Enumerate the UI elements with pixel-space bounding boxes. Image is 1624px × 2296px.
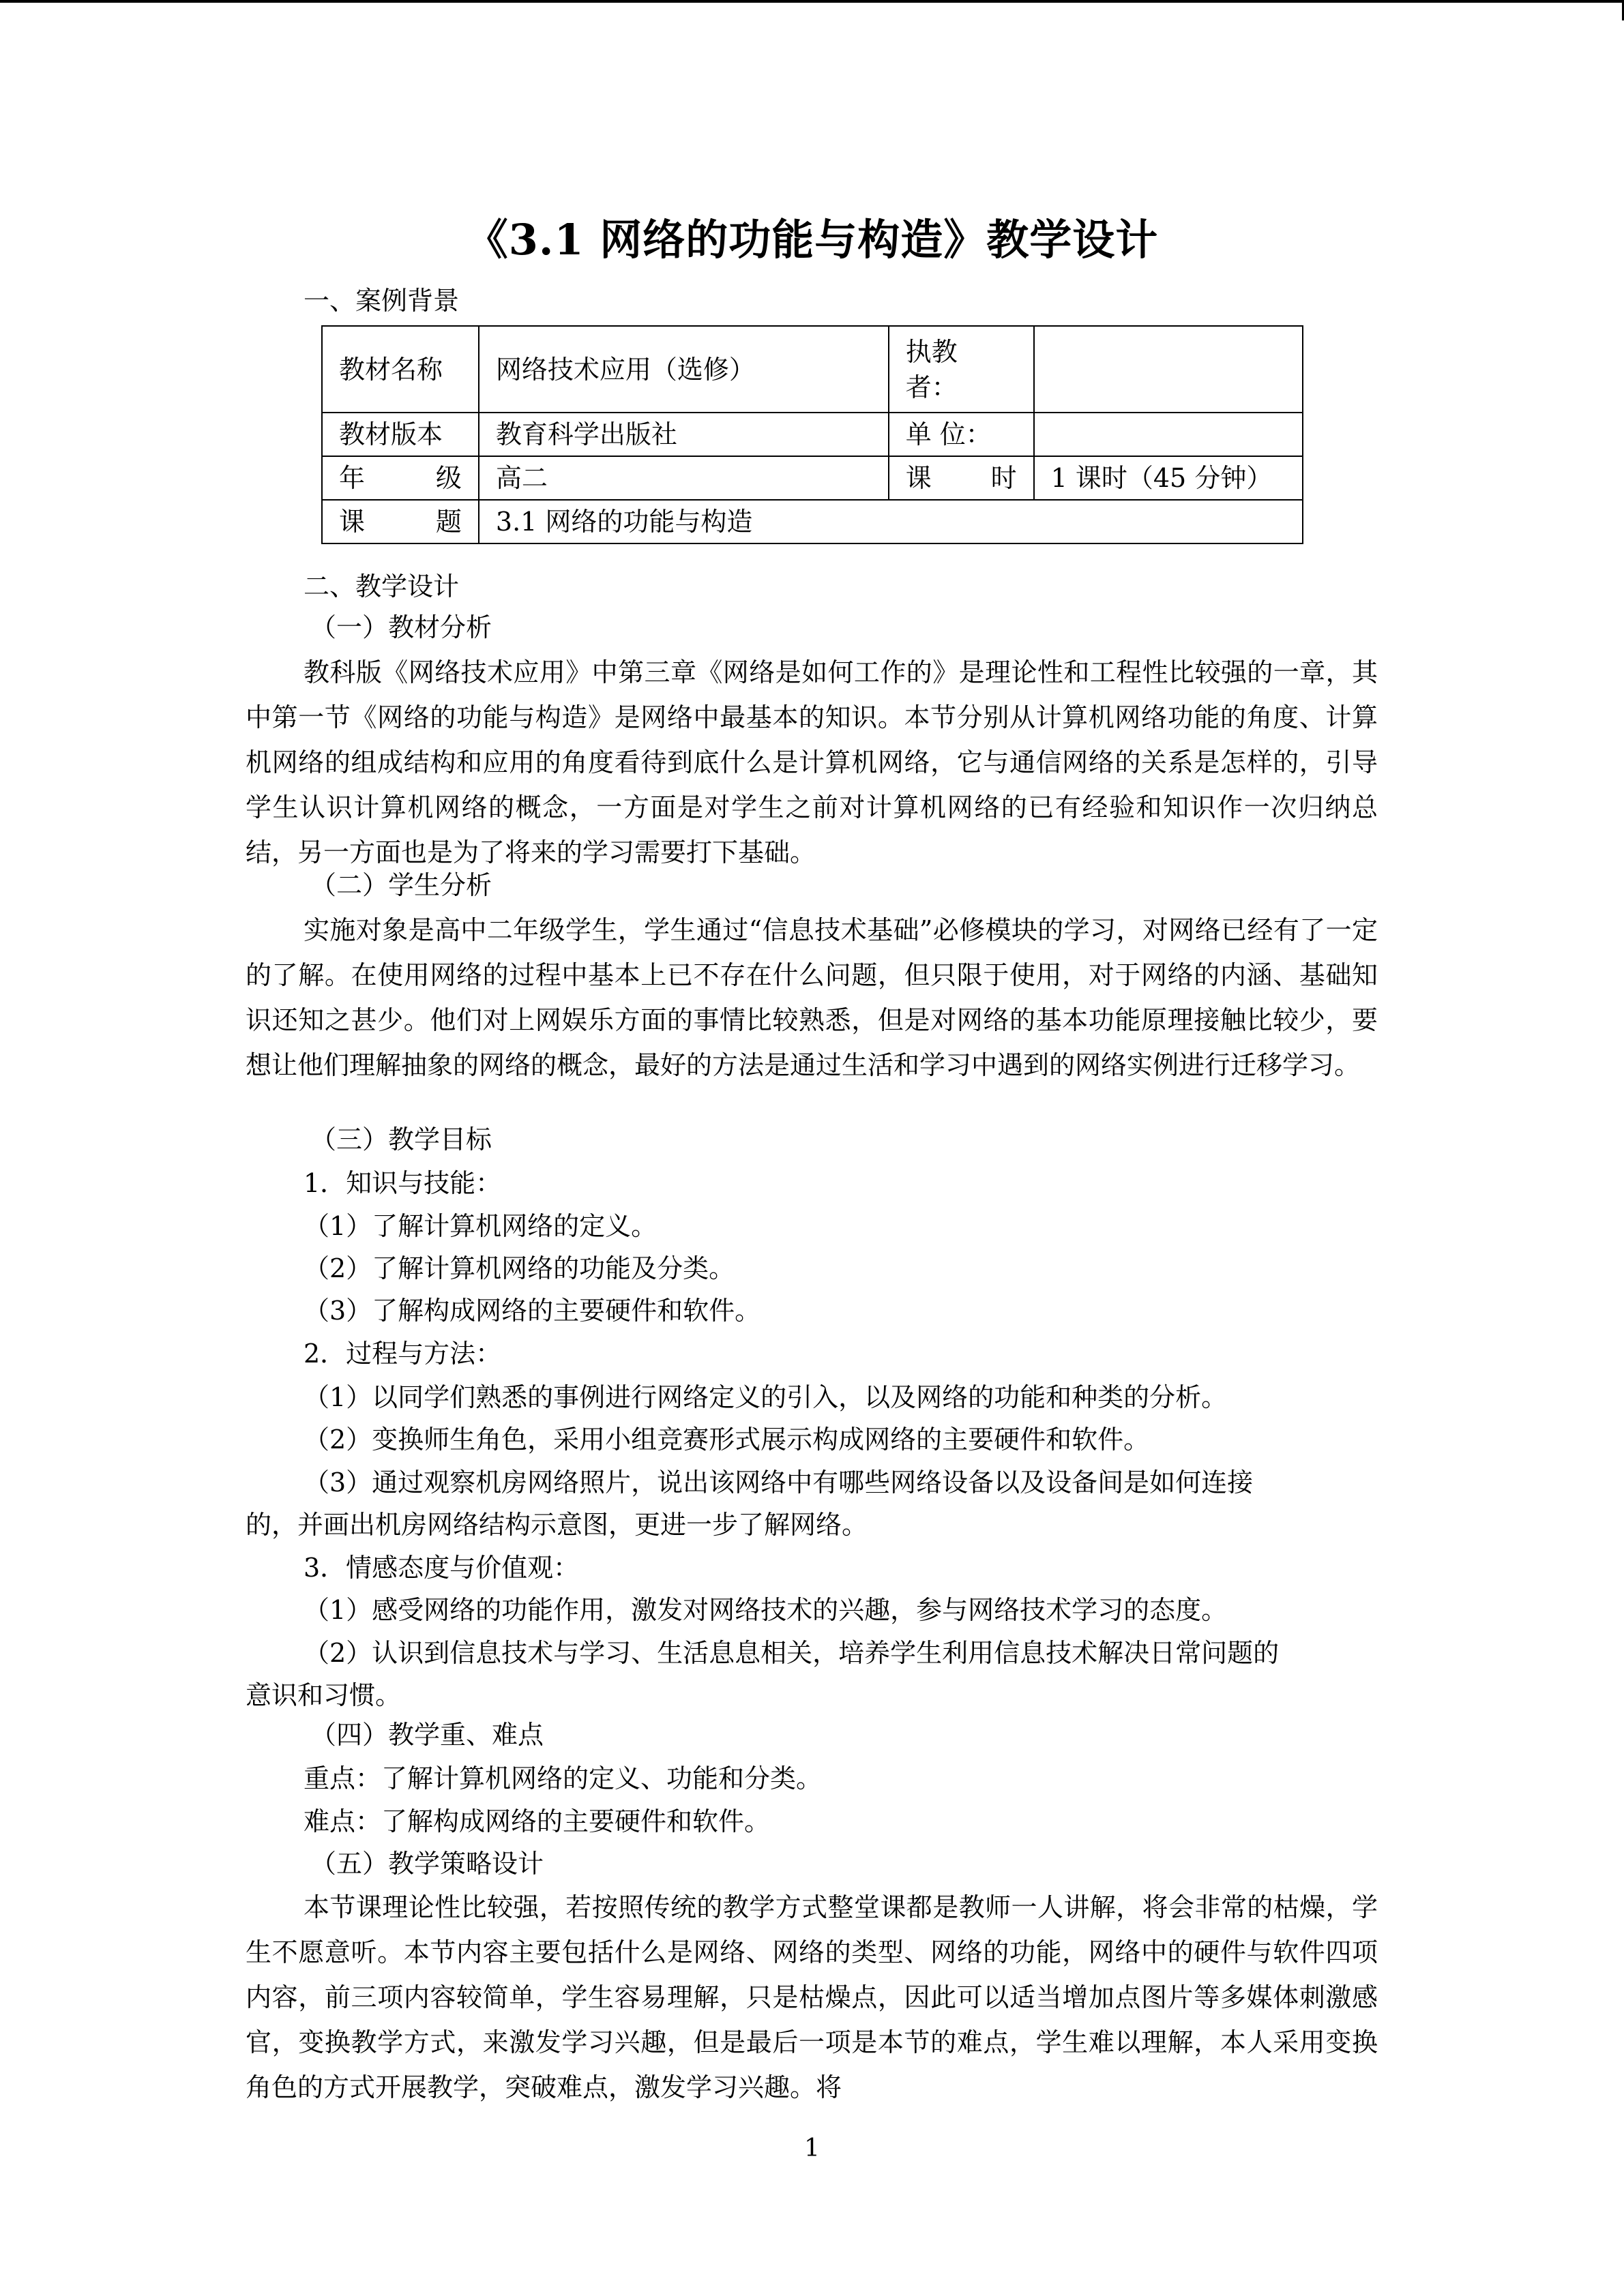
- cell-label-textbook-name: 教材名称: [322, 326, 479, 413]
- teacher-label-line2: 者：: [905, 372, 958, 402]
- goal-emotion-2-line1: （2）认识到信息技术与学习、生活息息相关，培养学生利用信息技术解决日常问题的: [304, 1638, 1280, 1668]
- goal-process-3-line2: 的，并画出机房网络结构示意图，更进一步了解网络。: [246, 1510, 868, 1540]
- goal-knowledge-3: （3）了解构成网络的主要硬件和软件。: [304, 1296, 761, 1326]
- cell-label-topic: [322, 500, 479, 543]
- goal-process-1: （1）以同学们熟悉的事例进行网络定义的引入，以及网络的功能和种类的分析。: [304, 1382, 1228, 1412]
- goal-emotion-2-line2: 意识和习惯。: [246, 1680, 402, 1710]
- period-label-char1: 课: [905, 463, 932, 493]
- cell-value-grade: 高二: [479, 456, 889, 500]
- cell-label-teacher: [889, 326, 1034, 413]
- period-label-char2: 时: [990, 463, 1017, 493]
- section-heading-teaching-design: 二、教学设计: [304, 571, 460, 601]
- paragraph-student-analysis: 实施对象是高中二年级学生，学生通过“信息技术基础”必修模块的学习，对网络已经有了一定的了解。在使用网络的过程中基本上已不存在什么问题，但只限于使用，对于网络的内涵、基础知识还知之甚少。他们对上网娱乐方面的事情比较熟悉，但是对网络的基本功能原理接触比较少，要想让他们理解抽象的网络的概念，最好的方法是通过生活和学习中遇到的网络实例进行迁移学习。: [246, 915, 1378, 1080]
- page-top-border: [0, 0, 1624, 3]
- subheading-student-analysis: （二）学生分析: [310, 870, 492, 900]
- page-number: 1: [804, 2134, 820, 2162]
- goal-process-2: （2）变换师生角色，采用小组竞赛形式展示构成网络的主要硬件和软件。: [304, 1425, 1150, 1455]
- subheading-material-analysis: （一）教材分析: [310, 612, 492, 642]
- goal-process-title: 2．过程与方法：: [304, 1339, 502, 1369]
- goal-emotion-1: （1）感受网络的功能作用，激发对网络技术的兴趣，参与网络技术学习的态度。: [304, 1595, 1228, 1625]
- cell-value-period: 1 课时（45 分钟）: [1034, 456, 1303, 500]
- subheading-strategy: （五）教学策略设计: [310, 1849, 544, 1879]
- difficult-point: 难点：了解构成网络的主要硬件和软件。: [304, 1806, 771, 1836]
- cell-label-unit: 单 位：: [889, 413, 1034, 456]
- goal-knowledge-2: （2）了解计算机网络的功能及分类。: [304, 1253, 735, 1283]
- goal-process-3-line1: （3）通过观察机房网络照片，说出该网络中有哪些网络设备以及设备间是如何连接: [304, 1467, 1254, 1497]
- goal-knowledge-1: （1）了解计算机网络的定义。: [304, 1211, 658, 1241]
- cell-value-teacher: [1034, 326, 1303, 413]
- table-row: [322, 326, 1303, 413]
- topic-label-char2: 题: [435, 507, 462, 537]
- table-row: [322, 500, 1303, 543]
- key-point: 重点：了解计算机网络的定义、功能和分类。: [304, 1763, 823, 1793]
- goal-knowledge-title: 1．知识与技能：: [304, 1168, 502, 1198]
- cell-label-edition: 教材版本: [322, 413, 479, 456]
- table-row: [322, 456, 1303, 500]
- teacher-label-line1: 执教: [905, 336, 958, 367]
- info-table: [321, 325, 1303, 544]
- table-row: [322, 413, 1303, 456]
- document-title: 《3.1 网络的功能与构造》教学设计: [465, 215, 1159, 265]
- subheading-teaching-goals: （三）教学目标: [310, 1124, 492, 1154]
- goal-emotion-title: 3．情感态度与价值观：: [304, 1553, 580, 1583]
- subheading-key-difficult: （四）教学重、难点: [310, 1720, 544, 1750]
- cell-value-topic: 3.1 网络的功能与构造: [479, 500, 1303, 543]
- cell-label-grade: [322, 456, 479, 500]
- paragraph-strategy: 本节课理论性比较强，若按照传统的教学方式整堂课都是教师一人讲解，将会非常的枯燥，学生不愿意听。本节内容主要包括什么是网络、网络的类型、网络的功能，网络中的硬件与软件四项内容，前三项内容较简单，学生容易理解，只是枯燥点，因此可以适当增加点图片等多媒体刺激感官，变换教学方式，来激发学习兴趣，但是最后一项是本节的难点，学生难以理解，本人采用变换角色的方式开展教学，突破难点，激发学习兴趣。将: [246, 1892, 1378, 2102]
- cell-label-period: [889, 456, 1034, 500]
- paragraph-material-analysis: 教科版《网络技术应用》中第三章《网络是如何工作的》是理论性和工程性比较强的一章，其中第一节《网络的功能与构造》是网络中最基本的知识。本节分别从计算机网络功能的角度、计算机网络的组成结构和应用的角度看待到底什么是计算机网络，它与通信网络的关系是怎样的，引导学生认识计算机网络的概念，一方面是对学生之前对计算机网络的已有经验和知识作一次归纳总结，另一方面也是为了将来的学习需要打下基础。: [246, 657, 1378, 867]
- topic-label-char1: 课: [339, 507, 366, 537]
- cell-value-edition: 教育科学出版社: [479, 413, 889, 456]
- cell-value-textbook-name: 网络技术应用（选修）: [479, 326, 889, 413]
- cell-value-unit: [1034, 413, 1303, 456]
- grade-label-char2: 级: [435, 463, 462, 493]
- section-heading-background: 一、案例背景: [304, 286, 460, 316]
- grade-label-char1: 年: [339, 463, 366, 493]
